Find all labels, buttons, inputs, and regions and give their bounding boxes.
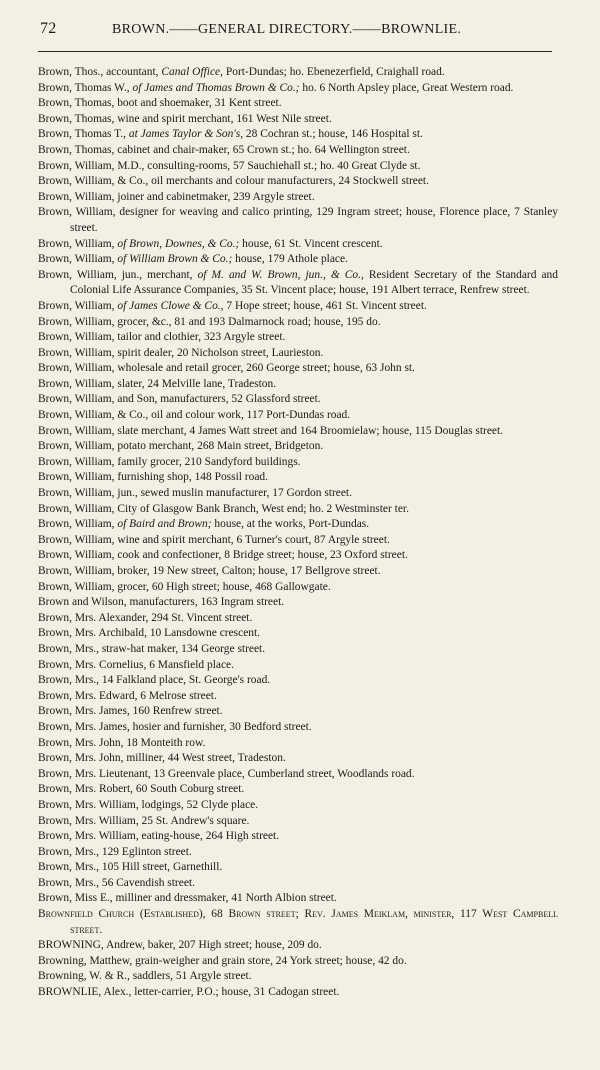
directory-entry: Brown, Thomas T., at James Taylor & Son's, 28 Cochran st.; house, 146 Hospital st. [38,128,423,141]
directory-entry: Browning, Matthew, grain-weigher and grain store, 24 York street; house, 42 do. [38,954,407,967]
directory-entry: Brown, Thomas, boot and shoemaker, 31 Kent street. [38,97,282,110]
directory-entry: BROWNLIE, Alex., letter-carrier, P.O.; house, 31 Cadogan street. [38,986,340,999]
page-header [38,20,558,42]
directory-entry: BROWNING, Andrew, baker, 207 High street; house, 209 do. [38,939,322,952]
directory-entry: Brown, William, tailor and clothier, 323 Argyle street. [38,331,286,344]
directory-entry: Brown, Mrs. Edward, 6 Melrose street. [38,689,217,702]
directory-entry: Brown, Mrs. Archibald, 10 Lansdowne crescent. [38,627,261,640]
directory-entry: Brown, Thos., accountant, Canal Office, Port-Dundas; ho. Ebenezerfield, Craighall road. [38,66,445,78]
directory-entry: Brown, William, wine and spirit merchant, 6 Turner's court, 87 Argyle street. [38,533,390,546]
directory-entries [38,65,558,1001]
directory-entry: Brown, Mrs., 56 Cavendish street. [38,876,195,889]
directory-entry: Brown, William, City of Glasgow Bank Branch, West end; ho. 2 Westminster ter. [38,502,409,515]
directory-entry: Brown, William, slate merchant, 4 James Watt street and 164 Broomielaw; house, 115 Douglas street. [38,424,504,437]
directory-entry: Brown, William, designer for weaving and calico printing, 129 Ingram street; house, Florence place, 7 Stanley street. [38,206,558,234]
directory-entry: Brown and Wilson, manufacturers, 163 Ingram street. [38,596,285,609]
directory-entry: Brown, William, of William Brown & Co.; house, 179 Athole place. [38,253,348,266]
directory-entry: Brown, William, of Baird and Brown; house, at the works, Port-Dundas. [38,518,370,531]
directory-entry: Brown, William, & Co., oil and colour work, 117 Port-Dundas road. [38,409,351,422]
directory-entry: Brown, William, family grocer, 210 Sandyford buildings. [38,455,301,468]
directory-entry: Brown, Mrs. Alexander, 294 St. Vincent street. [38,611,253,624]
directory-entry: Brown, William, wholesale and retail grocer, 260 George street; house, 63 John st. [38,362,415,375]
directory-entry: Brown, William, joiner and cabinetmaker, 239 Argyle street. [38,190,315,203]
directory-entry: Brown, William, grocer, 60 High street; house, 468 Gallowgate. [38,580,331,593]
directory-entry: Brown, William, broker, 19 New street, Calton; house, 17 Bellgrove street. [38,565,381,577]
directory-entry: Brown, William, slater, 24 Melville lane, Tradeston. [38,377,277,390]
directory-entry: Brown, Thomas, cabinet and chair-maker, 65 Crown st.; ho. 64 Wellington street. [38,143,410,156]
header-rule [38,51,552,52]
directory-entry: Brown, Thomas, wine and spirit merchant, 161 West Nile street. [38,112,332,125]
directory-entry: Brown, Mrs. Lieutenant, 13 Greenvale place, Cumberland street, Woodlands road. [38,767,415,780]
directory-entry: Brown, William, cook and confectioner, 8 Bridge street; house, 23 Oxford street. [38,549,408,562]
directory-entry: Brown, William, of James Clowe & Co., 7 Hope street; house, 461 St. Vincent street. [38,299,427,312]
directory-entry: Brown, William, and Son, manufacturers, 52 Glassford street. [38,393,321,406]
page-number: 72 [40,20,57,37]
directory-entry: Brown, William, potato merchant, 268 Main street, Bridgeton. [38,440,324,453]
directory-entry: Browning, W. & R., saddlers, 51 Argyle street. [38,970,252,983]
directory-entry: Brown, Miss E., milliner and dressmaker, 41 North Albion street. [38,892,337,905]
directory-entry: Brown, William, grocer, &c., 81 and 193 Dalmarnock road; house, 195 do. [38,315,381,328]
directory-entry: Brown, Mrs. James, hosier and furnisher, 30 Bedford street. [38,720,312,733]
directory-entry: Brown, William, & Co., oil merchants and colour manufacturers, 24 Stockwell street. [38,175,429,188]
directory-entry: Brown, Mrs., 129 Eglinton street. [38,845,192,858]
directory-entry: Brown, William, M.D., consulting-rooms, 57 Sauchiehall st.; ho. 40 Great Clyde st. [38,159,421,172]
directory-entry: Brown, Mrs. John, 18 Monteith row. [38,736,206,749]
directory-entry: Brown, Mrs. James, 160 Renfrew street. [38,705,223,718]
directory-entry: Brownfield Church (Established), 68 Brown street; Rev. James Meiklam, minister, 117 West Campbell street. [38,908,558,936]
directory-entry: Brown, Mrs. William, 25 St. Andrew's square. [38,814,250,827]
running-title: BROWN.——GENERAL DIRECTORY.——BROWNLIE. [112,22,462,37]
directory-entry: Brown, William, of Brown, Downes, & Co.; house, 61 St. Vincent crescent. [38,237,383,250]
directory-entry: Brown, William, jun., merchant, of M. and W. Brown, jun., & Co., Resident Secretary of the Standard and Colonial Life Assurance Companies, 35 St. Vincent place; house, 191 Albert terrace, Renfrew street. [38,268,558,297]
directory-entry: Brown, Mrs. Robert, 60 South Coburg street. [38,783,245,796]
directory-entry: Brown, Thomas W., of James and Thomas Brown & Co.; ho. 6 North Apsley place, Great Western road. [38,81,514,94]
directory-entry: Brown, Mrs., straw-hat maker, 134 George street. [38,642,266,655]
directory-entry: Brown, William, furnishing shop, 148 Possil road. [38,471,268,484]
directory-entry: Brown, Mrs. William, lodgings, 52 Clyde place. [38,798,259,811]
directory-entry: Brown, Mrs. Cornelius, 6 Mansfield place. [38,658,234,671]
directory-entry: Brown, Mrs., 14 Falkland place, St. George's road. [38,674,271,687]
directory-entry: Brown, Mrs. John, milliner, 44 West street, Tradeston. [38,752,286,765]
directory-entry: Brown, Mrs. William, eating-house, 264 High street. [38,830,280,843]
directory-entry: Brown, Mrs., 105 Hill street, Garnethill. [38,861,223,874]
directory-entry: Brown, William, spirit dealer, 20 Nicholson street, Laurieston. [38,346,324,359]
directory-entry: Brown, William, jun., sewed muslin manufacturer, 17 Gordon street. [38,487,352,500]
